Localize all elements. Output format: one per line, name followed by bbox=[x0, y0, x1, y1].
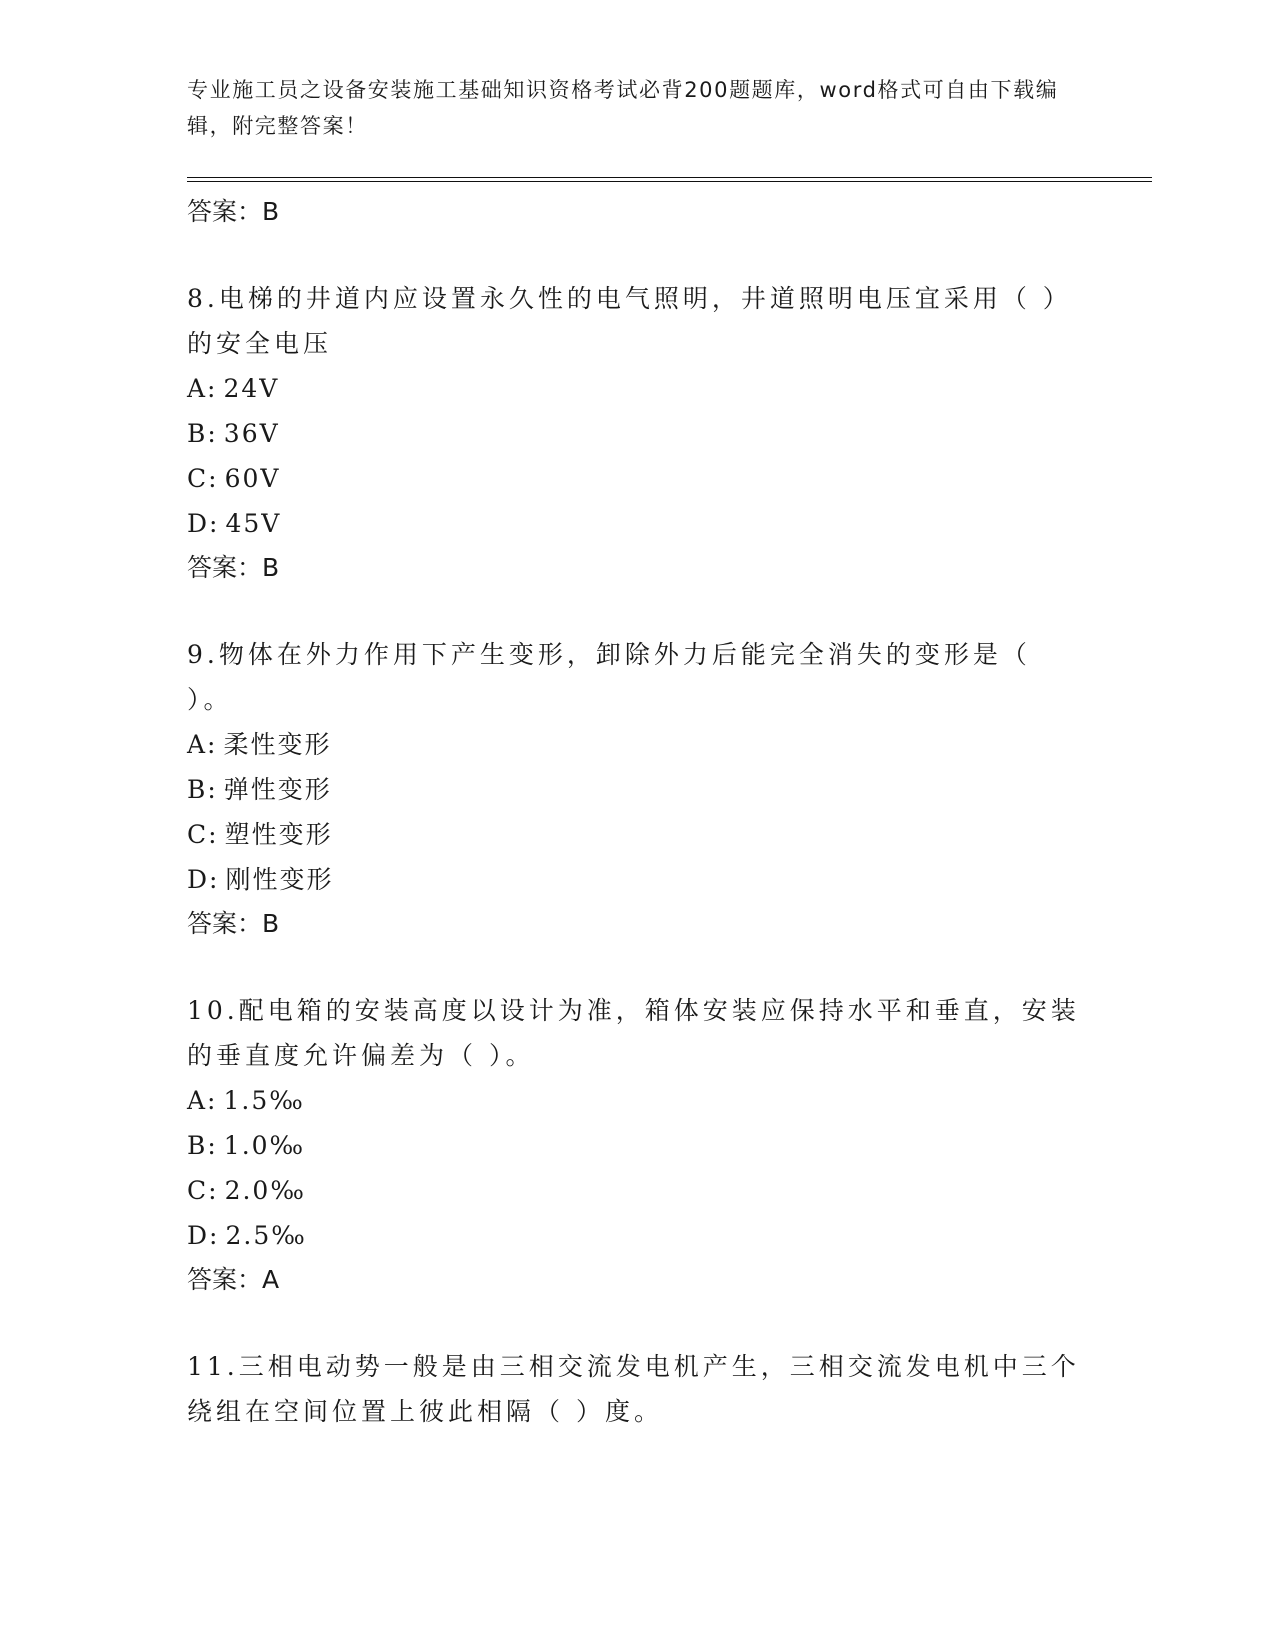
option-value: 36V bbox=[223, 419, 280, 448]
option-label: B: bbox=[187, 1131, 218, 1160]
option-c bbox=[187, 456, 1087, 501]
option-c bbox=[187, 1168, 1087, 1213]
option-value: 刚性变形 bbox=[225, 865, 334, 894]
option-label: A: bbox=[187, 374, 218, 403]
option-c bbox=[187, 812, 1087, 857]
option-value: 1.0‰ bbox=[223, 1131, 306, 1160]
option-label: D: bbox=[187, 1221, 220, 1250]
option-label: D: bbox=[187, 509, 220, 538]
option-label: B: bbox=[187, 419, 218, 448]
option-label: D: bbox=[187, 865, 220, 894]
option-value: 2.5‰ bbox=[225, 1221, 307, 1250]
option-label: A: bbox=[187, 1086, 218, 1115]
answer-line: 答案：B bbox=[187, 197, 280, 226]
option-label: A: bbox=[187, 730, 218, 759]
option-label: C: bbox=[187, 1176, 219, 1205]
option-a bbox=[187, 722, 1087, 767]
option-value: 24V bbox=[223, 374, 280, 403]
answer-line: 答案：B bbox=[187, 909, 280, 938]
header-divider-second bbox=[187, 181, 1152, 182]
question-text: 11.三相电动势一般是由三相交流发电机产生，三相交流发电机中三个绕组在空间位置上彼此相隔（ ）度。 bbox=[187, 1352, 1080, 1426]
option-label: B: bbox=[187, 775, 218, 804]
option-d bbox=[187, 857, 1087, 902]
option-value: 弹性变形 bbox=[223, 775, 332, 804]
option-value: 1.5‰ bbox=[223, 1086, 305, 1115]
option-value: 塑性变形 bbox=[224, 820, 333, 849]
option-d bbox=[187, 1213, 1087, 1258]
question-block-11 bbox=[187, 1344, 1087, 1434]
option-b bbox=[187, 767, 1087, 812]
question-text: 10.配电箱的安装高度以设计为准，箱体安装应保持水平和垂直，安装的垂直度允许偏差为（ ）。 bbox=[187, 996, 1080, 1070]
option-value: 柔性变形 bbox=[223, 730, 332, 759]
option-label: C: bbox=[187, 820, 219, 849]
document-header: 专业施工员之设备安装施工基础知识资格考试必背200题题库，word格式可自由下载编辑，附完整答案！ bbox=[187, 78, 1059, 138]
option-a bbox=[187, 1078, 1087, 1123]
answer-line: 答案：A bbox=[187, 1265, 280, 1294]
question-block-9 bbox=[187, 632, 1087, 946]
option-value: 60V bbox=[224, 464, 281, 493]
option-value: 2.0‰ bbox=[224, 1176, 306, 1205]
option-b bbox=[187, 411, 1087, 456]
header-divider bbox=[187, 177, 1152, 178]
answer-line: 答案：B bbox=[187, 553, 280, 582]
option-b bbox=[187, 1123, 1087, 1168]
question-text: 8.电梯的井道内应设置永久性的电气照明，井道照明电压宜采用（ ）的安全电压 bbox=[187, 284, 1072, 358]
question-text: 9.物体在外力作用下产生变形，卸除外力后能完全消失的变形是（ ）。 bbox=[187, 640, 1031, 714]
option-label: C: bbox=[187, 464, 219, 493]
document-body bbox=[187, 190, 1087, 1434]
option-a bbox=[187, 366, 1087, 411]
question-block-10 bbox=[187, 988, 1087, 1302]
option-d bbox=[187, 501, 1087, 546]
option-value: 45V bbox=[225, 509, 282, 538]
question-block-8 bbox=[187, 276, 1087, 590]
